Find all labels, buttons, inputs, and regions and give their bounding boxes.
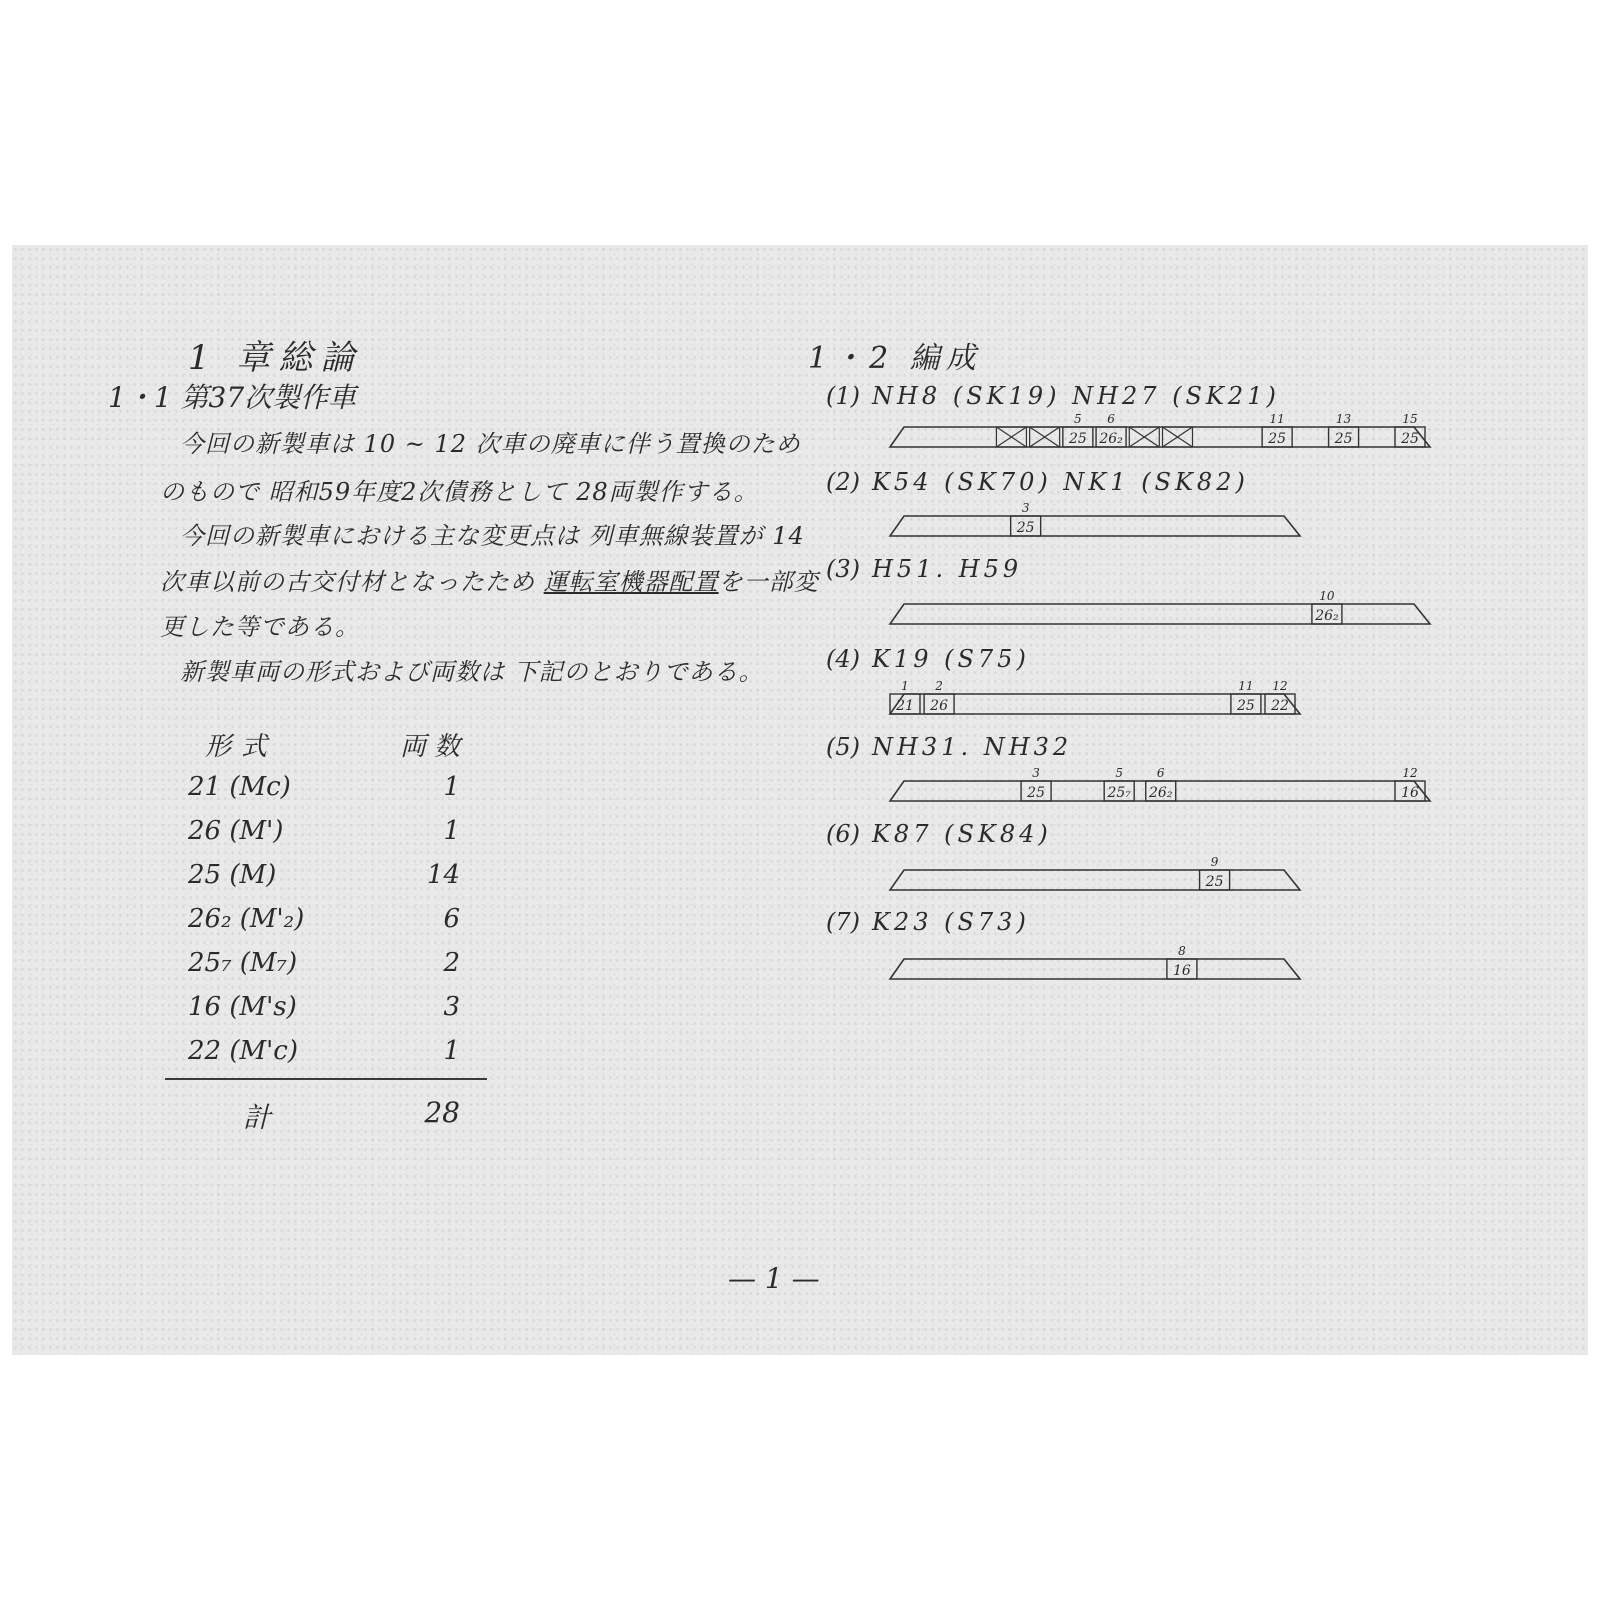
car-position-label: 1: [901, 679, 909, 693]
formation-label: (7): [826, 908, 860, 936]
table-row-model: 25₇ (M₇): [188, 948, 298, 978]
car-type-label: 25: [1268, 431, 1287, 447]
table-row-model: 26 (M'): [188, 816, 284, 846]
car-type-label: 25₇: [1107, 785, 1131, 801]
formation-diagram-7: [890, 937, 1450, 987]
table-row-model: 16 (M's): [188, 992, 297, 1022]
table-total-count: 28: [424, 1096, 460, 1129]
formation-trains: NH31. NH32: [872, 733, 1073, 761]
formation-label: (6): [826, 820, 860, 848]
table-row-count: 1: [443, 772, 460, 802]
formation-trains: H51. H59: [872, 555, 1023, 583]
formation-label: (3): [826, 555, 860, 583]
paragraph-line-5: 更した等である。: [160, 613, 360, 641]
car-position-label: 15: [1402, 412, 1418, 426]
formation-diagram-1: [890, 405, 1450, 455]
table-row-model: 21 (Mc): [188, 772, 291, 802]
table-row-count: 1: [443, 816, 460, 846]
car-type-label: 25: [1334, 431, 1353, 447]
car-type-label: 26₂: [1149, 785, 1173, 801]
car-type-label: 25: [1068, 431, 1087, 447]
table-row-model: 26₂ (M'₂): [188, 904, 305, 934]
formation-trains: NH8 (SK19) NH27 (SK21): [872, 382, 1280, 410]
table-row-count: 14: [426, 860, 460, 890]
table-row-count: 2: [443, 948, 460, 978]
table-row-count: 3: [443, 992, 460, 1022]
car-type-label: 16: [1172, 963, 1191, 979]
car-position-label: 3: [1021, 501, 1030, 515]
formation-trains: K23 (S73): [872, 908, 1030, 936]
car-position-label: 11: [1238, 679, 1254, 693]
car-position-label: 11: [1269, 412, 1285, 426]
paragraph-line-1: 今回の新製車は 10 ~ 12 次車の廃車に伴う置換のため: [180, 430, 801, 458]
car-type-label: 26₂: [1315, 608, 1339, 624]
car-type-label: 16: [1401, 785, 1419, 801]
table-row-count: 6: [443, 904, 460, 934]
car-position-label: 9: [1210, 855, 1219, 869]
train-outline: [890, 516, 1300, 536]
paragraph-line-6: 新製車両の形式および両数は 下記のとおりである。: [180, 658, 764, 686]
formation-trains: K54 (SK70) NK1 (SK82): [872, 468, 1249, 496]
car-position-label: 12: [1402, 766, 1418, 780]
car-type-label: 21: [896, 698, 914, 714]
car-type-label: 26: [930, 698, 949, 714]
table-row-model: 22 (M'c): [188, 1036, 298, 1066]
train-outline: [890, 870, 1300, 890]
train-outline: [890, 604, 1430, 624]
section-1-1-title: 1・1 第37次製作車: [108, 381, 357, 414]
table-header-model: 形式: [205, 732, 278, 762]
car-type-label: 25: [1016, 520, 1035, 536]
car-position-label: 6: [1107, 412, 1115, 426]
formation-diagram-3: [890, 582, 1450, 632]
train-outline: [890, 959, 1300, 979]
table-header-count: 両数: [400, 732, 469, 762]
table-total-label: 計: [243, 1101, 272, 1134]
formation-label: (2): [826, 468, 860, 496]
formation-diagram-2: [890, 494, 1450, 544]
formation-label: (1): [826, 382, 860, 410]
formation-trains: K87 (SK84): [872, 820, 1052, 848]
car-position-label: 6: [1156, 766, 1165, 780]
formation-diagram-5: [890, 759, 1450, 809]
table-row-model: 25 (M): [188, 860, 277, 890]
formation-label: (4): [826, 645, 860, 673]
car-type-label: 25: [1401, 431, 1419, 447]
car-position-label: 13: [1335, 412, 1352, 426]
page-number: — 1 —: [728, 1262, 820, 1295]
table-row-count: 1: [443, 1036, 460, 1066]
formation-label: (5): [826, 733, 860, 761]
paragraph-line-4-text: 次車以前の古交付材となったため 運転室機器配置を一部変: [160, 568, 819, 596]
chapter-title: 1 章総論: [188, 338, 363, 378]
car-type-label: 26₂: [1099, 431, 1123, 447]
car-position-label: 5: [1074, 412, 1082, 426]
formation-diagram-4: [890, 672, 1450, 722]
car-position-label: 2: [935, 679, 943, 693]
car-type-label: 25: [1027, 785, 1046, 801]
car-type-label: 22: [1271, 698, 1289, 714]
formation-diagram-6: [890, 848, 1450, 898]
car-type-label: 25: [1205, 874, 1224, 890]
car-position-label: 10: [1319, 589, 1335, 603]
car-position-label: 12: [1272, 679, 1288, 693]
table-total-rule: [165, 1078, 487, 1080]
section-1-2-title: 1・2 編成: [808, 341, 982, 376]
underlined-phrase: 運転室機器配置: [543, 568, 719, 596]
paragraph-line-2: のもので 昭和59年度2次債務として 28両製作する。: [160, 478, 759, 506]
car-position-label: 5: [1115, 766, 1124, 780]
paragraph-line-4: [160, 562, 819, 597]
paragraph-line-3: 今回の新製車における主な変更点は 列車無線装置が 14: [180, 522, 805, 550]
car-position-label: 3: [1032, 766, 1040, 780]
car-position-label: 8: [1178, 944, 1186, 958]
formation-trains: K19 (S75): [872, 645, 1030, 673]
car-type-label: 25: [1236, 698, 1255, 714]
